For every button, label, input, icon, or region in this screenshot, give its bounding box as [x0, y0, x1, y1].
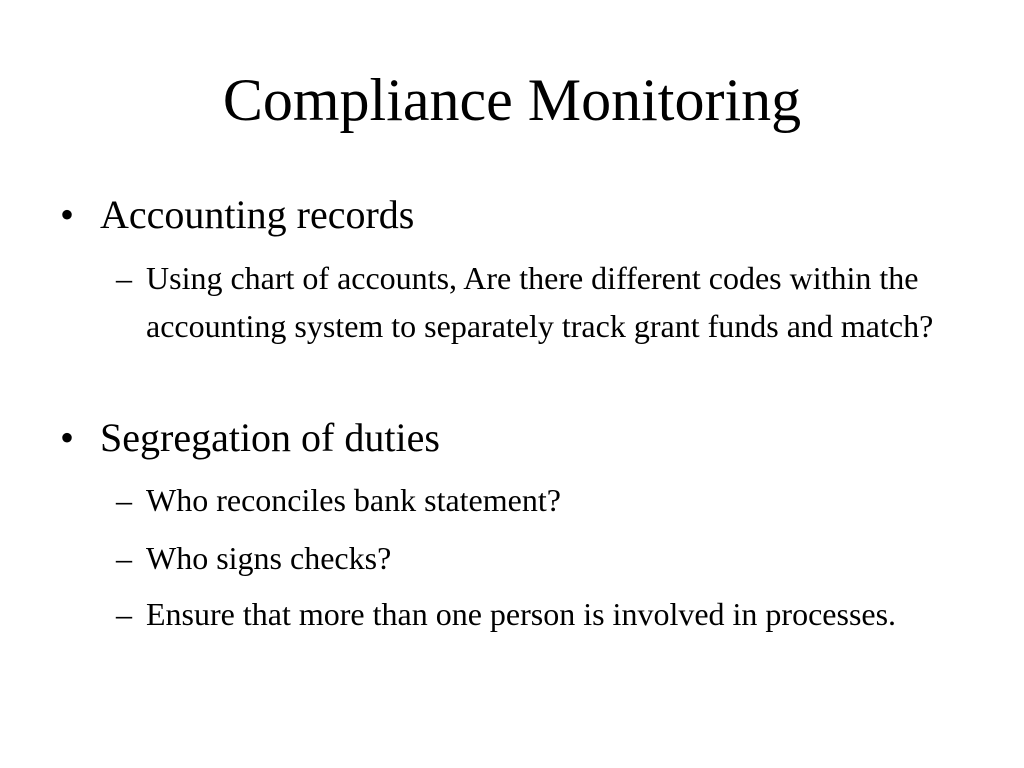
sub-bullet-text: Using chart of accounts, Are there different codes within the accounting system to separately track grant funds and match?: [146, 260, 934, 344]
bullet-marker: •: [60, 415, 75, 460]
bullet-text: Accounting records: [100, 192, 415, 237]
slide-title: Compliance Monitoring: [222, 67, 802, 133]
sub-bullet-marker: –: [116, 540, 132, 576]
sub-bullet-marker: –: [116, 260, 132, 296]
bullet-text: Segregation of duties: [100, 415, 440, 460]
sub-bullet-marker: –: [116, 596, 132, 632]
sub-bullet-text: Who reconciles bank statement?: [146, 482, 561, 518]
sub-bullet-text: Ensure that more than one person is involved in processes.: [146, 596, 897, 632]
sub-bullet-text: Who signs checks?: [146, 540, 392, 576]
bullet-marker: •: [60, 192, 75, 237]
sub-bullet-marker: –: [116, 482, 132, 518]
